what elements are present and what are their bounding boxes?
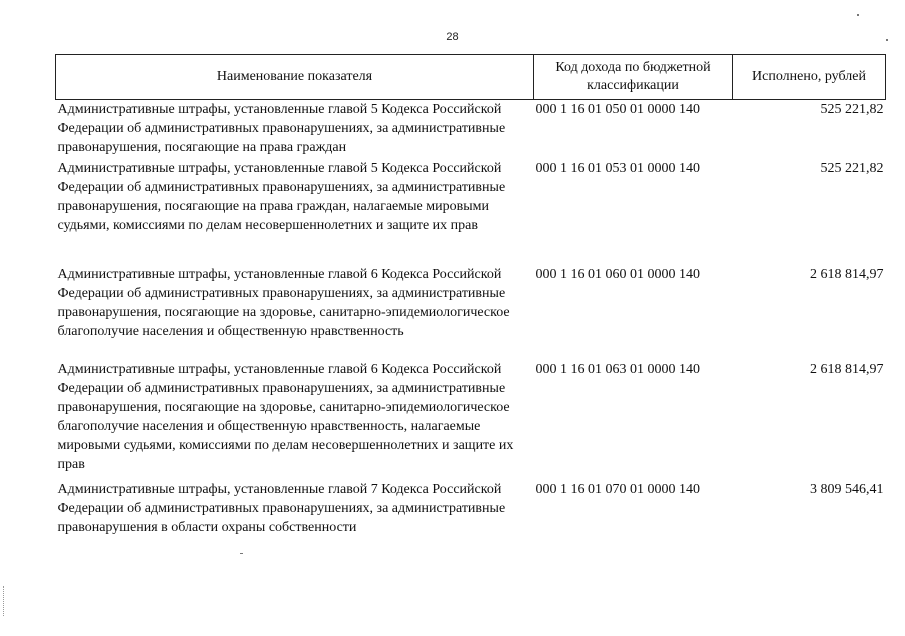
table-row [56, 100, 886, 159]
header-row [56, 55, 886, 100]
table-row [56, 265, 886, 360]
header-amount: Исполнено, рублей [733, 55, 886, 100]
executed-amount: 525 221,82 [820, 160, 884, 176]
page-number: 28 [446, 31, 459, 43]
indicator-name: Административные штрафы, установленные главой 5 Кодекса Российской Федерации об административных правонарушениях, за административные правонарушения, посягающие на права граждан [57, 102, 506, 155]
revenue-code: 000 1 16 01 060 01 0000 140 [535, 266, 700, 282]
scan-speck [857, 14, 859, 16]
table-row [56, 360, 886, 480]
scan-speck [886, 39, 888, 41]
executed-amount: 2 618 814,97 [810, 361, 884, 377]
scan-edge-mark [3, 586, 10, 616]
revenue-table [55, 54, 886, 540]
executed-amount: 525 221,82 [820, 102, 884, 117]
indicator-name: Административные штрафы, установленные главой 7 Кодекса Российской Федерации об административных правонарушениях, за административные правонарушения в области охраны собственности [57, 481, 506, 535]
indicator-name: Административные штрафы, установленные главой 5 Кодекса Российской Федерации об административных правонарушениях, за административные правонарушения, посягающие на права граждан, налагаемые мировыми судьями, комиссиями по делам несовершеннолетних и защите их прав [57, 160, 506, 233]
indicator-name: Административные штрафы, установленные главой 6 Кодекса Российской Федерации об административных правонарушениях, за административные правонарушения, посягающие на здоровье, санитарно-эпидемиологическое благополучие населения и общественную нравственность, налагаемые мировыми судьями, комиссиями по делам несовершеннолетних и защите их прав [57, 361, 514, 472]
revenue-code: 000 1 16 01 053 01 0000 140 [535, 160, 700, 176]
header-code: Код дохода по бюджетной классификации [534, 55, 733, 100]
indicator-name: Административные штрафы, установленные главой 6 Кодекса Российской Федерации об административных правонарушениях, за административные правонарушения, посягающие на здоровье, санитарно-эпидемиологическое благополучие населения и общественную нравственность [57, 266, 510, 339]
header-name: Наименование показателя [56, 55, 534, 100]
scan-speck [240, 553, 243, 554]
revenue-code: 000 1 16 01 070 01 0000 140 [535, 481, 700, 497]
table-row [56, 480, 886, 540]
table-row [56, 159, 886, 265]
revenue-code: 000 1 16 01 050 01 0000 140 [535, 102, 700, 117]
revenue-code: 000 1 16 01 063 01 0000 140 [535, 361, 700, 377]
executed-amount: 2 618 814,97 [810, 266, 884, 282]
executed-amount: 3 809 546,41 [810, 481, 884, 497]
